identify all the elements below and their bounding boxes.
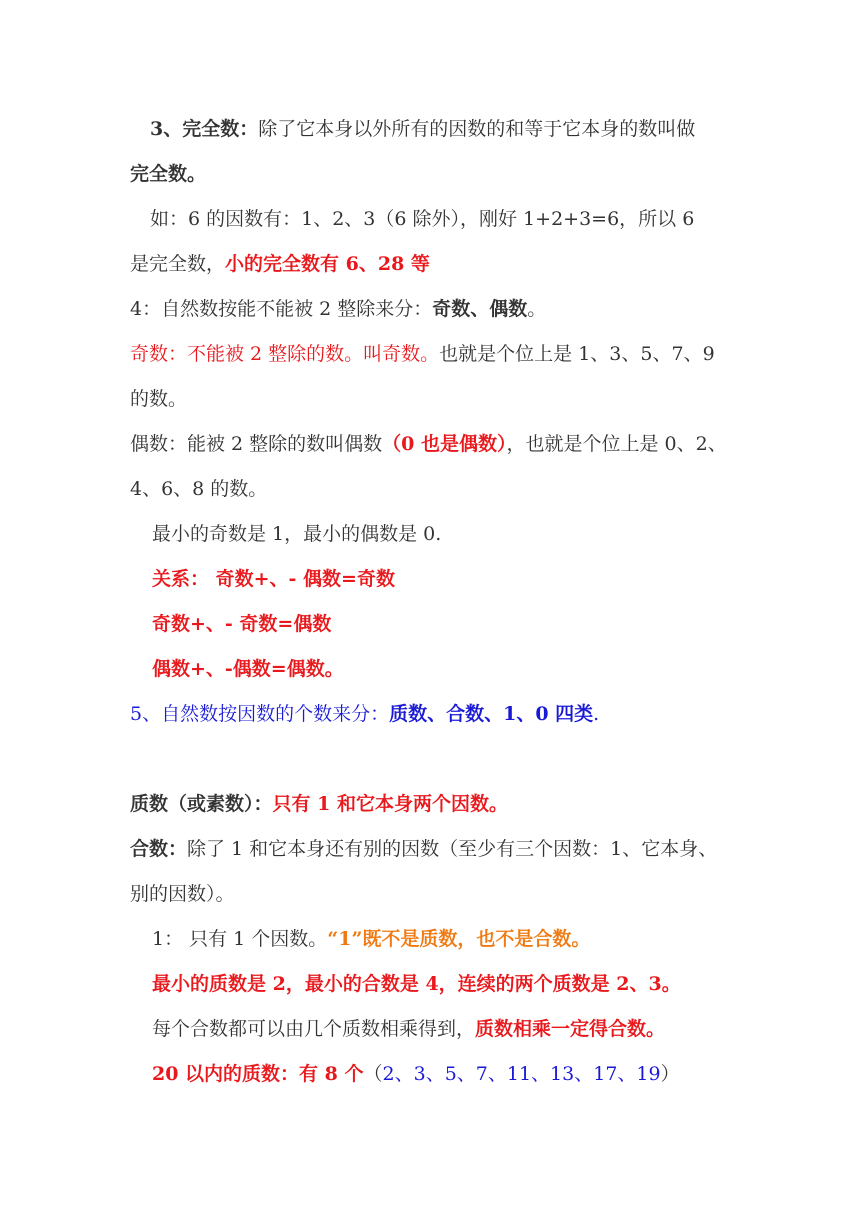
text-segment: 合数： [130, 838, 188, 860]
perfect-number-definition-line-2 [130, 161, 206, 187]
composite-definition-line-1 [130, 836, 717, 862]
text-segment: 2、3、5、7、11、13、17、19 [382, 1063, 661, 1085]
text-segment: 3、 [150, 118, 183, 140]
text-segment: 小的完全数有 6、28 等 [225, 253, 430, 275]
text-segment: 完全数。 [130, 163, 207, 185]
text-segment: ） [660, 1063, 680, 1085]
text-segment: 质数、合数、1、0 四类 [389, 703, 594, 725]
text-segment: 每个合数都可以由几个质数相乘得到， [152, 1018, 476, 1040]
one-property-line [152, 926, 590, 952]
composite-definition-line-2 [130, 881, 235, 907]
composite-product-line [152, 1016, 665, 1042]
text-segment: 20 以内的质数：有 8 个 [152, 1063, 364, 1085]
text-segment: （ [363, 1063, 383, 1085]
text-segment: （0 也是偶数） [382, 433, 507, 455]
text-segment: 除了 1 和它本身还有别的因数（至少有三个因数：1、它本身、 [187, 838, 718, 860]
relation-line-3 [152, 656, 344, 682]
relation-line-2 [152, 611, 331, 637]
text-segment: 。 [527, 298, 547, 320]
text-segment: 4、6、8 的数。 [130, 478, 268, 500]
text-segment: 质数相乘一定得合数。 [475, 1018, 666, 1040]
even-number-definition-line-1 [130, 431, 727, 457]
natural-number-parity-line [130, 296, 546, 322]
perfect-number-definition-line-1 [150, 116, 695, 142]
perfect-number-example-line-2 [130, 251, 430, 277]
text-segment: ，也就是个位上是 0、2、 [506, 433, 727, 455]
text-segment: 最小的质数是 2，最小的合数是 4，连续的两个质数是 2、3。 [152, 973, 681, 995]
even-number-definition-line-2 [130, 476, 267, 502]
text-segment: 4：自然数按能不能被 2 整除来分： [130, 298, 433, 320]
relation-line-1 [152, 566, 395, 592]
text-segment: 只有 1 和它本身两个因数。 [272, 793, 508, 815]
text-segment: 偶数：能被 2 整除的数叫偶数 [130, 433, 383, 455]
perfect-number-example-line-1 [150, 206, 694, 232]
text-segment: 别的因数）。 [130, 883, 235, 905]
smallest-odd-even-line [152, 521, 441, 547]
text-segment: 除了它本身以外所有的因数的和等于它本身的数叫做 [258, 118, 696, 140]
text-segment: . [593, 703, 600, 725]
text-segment: 如：6 的因数有：1、2、3（6 除外），刚好 1+2+3=6，所以 6 [150, 208, 695, 230]
factor-count-classification-line [130, 701, 599, 727]
text-segment: 奇数：不能被 2 整除的数。叫奇数。 [130, 343, 440, 365]
text-segment: 奇数+、- 奇数=偶数 [152, 613, 332, 635]
text-segment: 关系： 奇数+、- 偶数=奇数 [152, 568, 395, 590]
text-segment: 偶数+、-偶数=偶数。 [152, 658, 344, 680]
text-segment: 的数。 [130, 388, 188, 410]
text-segment: 是完全数， [130, 253, 226, 275]
text-segment: 1： 只有 1 个因数。 [152, 928, 328, 950]
text-segment: 最小的奇数是 1，最小的偶数是 0. [152, 523, 442, 545]
text-segment: 质数（或素数）： [130, 793, 273, 815]
odd-number-definition-line-1 [130, 341, 715, 367]
text-segment: 5、自然数按因数的个数来分： [130, 703, 390, 725]
primes-under-20-line [152, 1061, 680, 1087]
text-segment: “1”既不是质数，也不是合数。 [327, 928, 591, 950]
prime-definition-line [130, 791, 508, 817]
text-segment: 奇数、偶数 [432, 298, 528, 320]
text-segment: 完全数： [182, 118, 259, 140]
odd-number-definition-line-2 [130, 386, 187, 412]
text-segment: 也就是个位上是 1、3、5、7、9 [439, 343, 715, 365]
smallest-prime-composite-line [152, 971, 681, 997]
